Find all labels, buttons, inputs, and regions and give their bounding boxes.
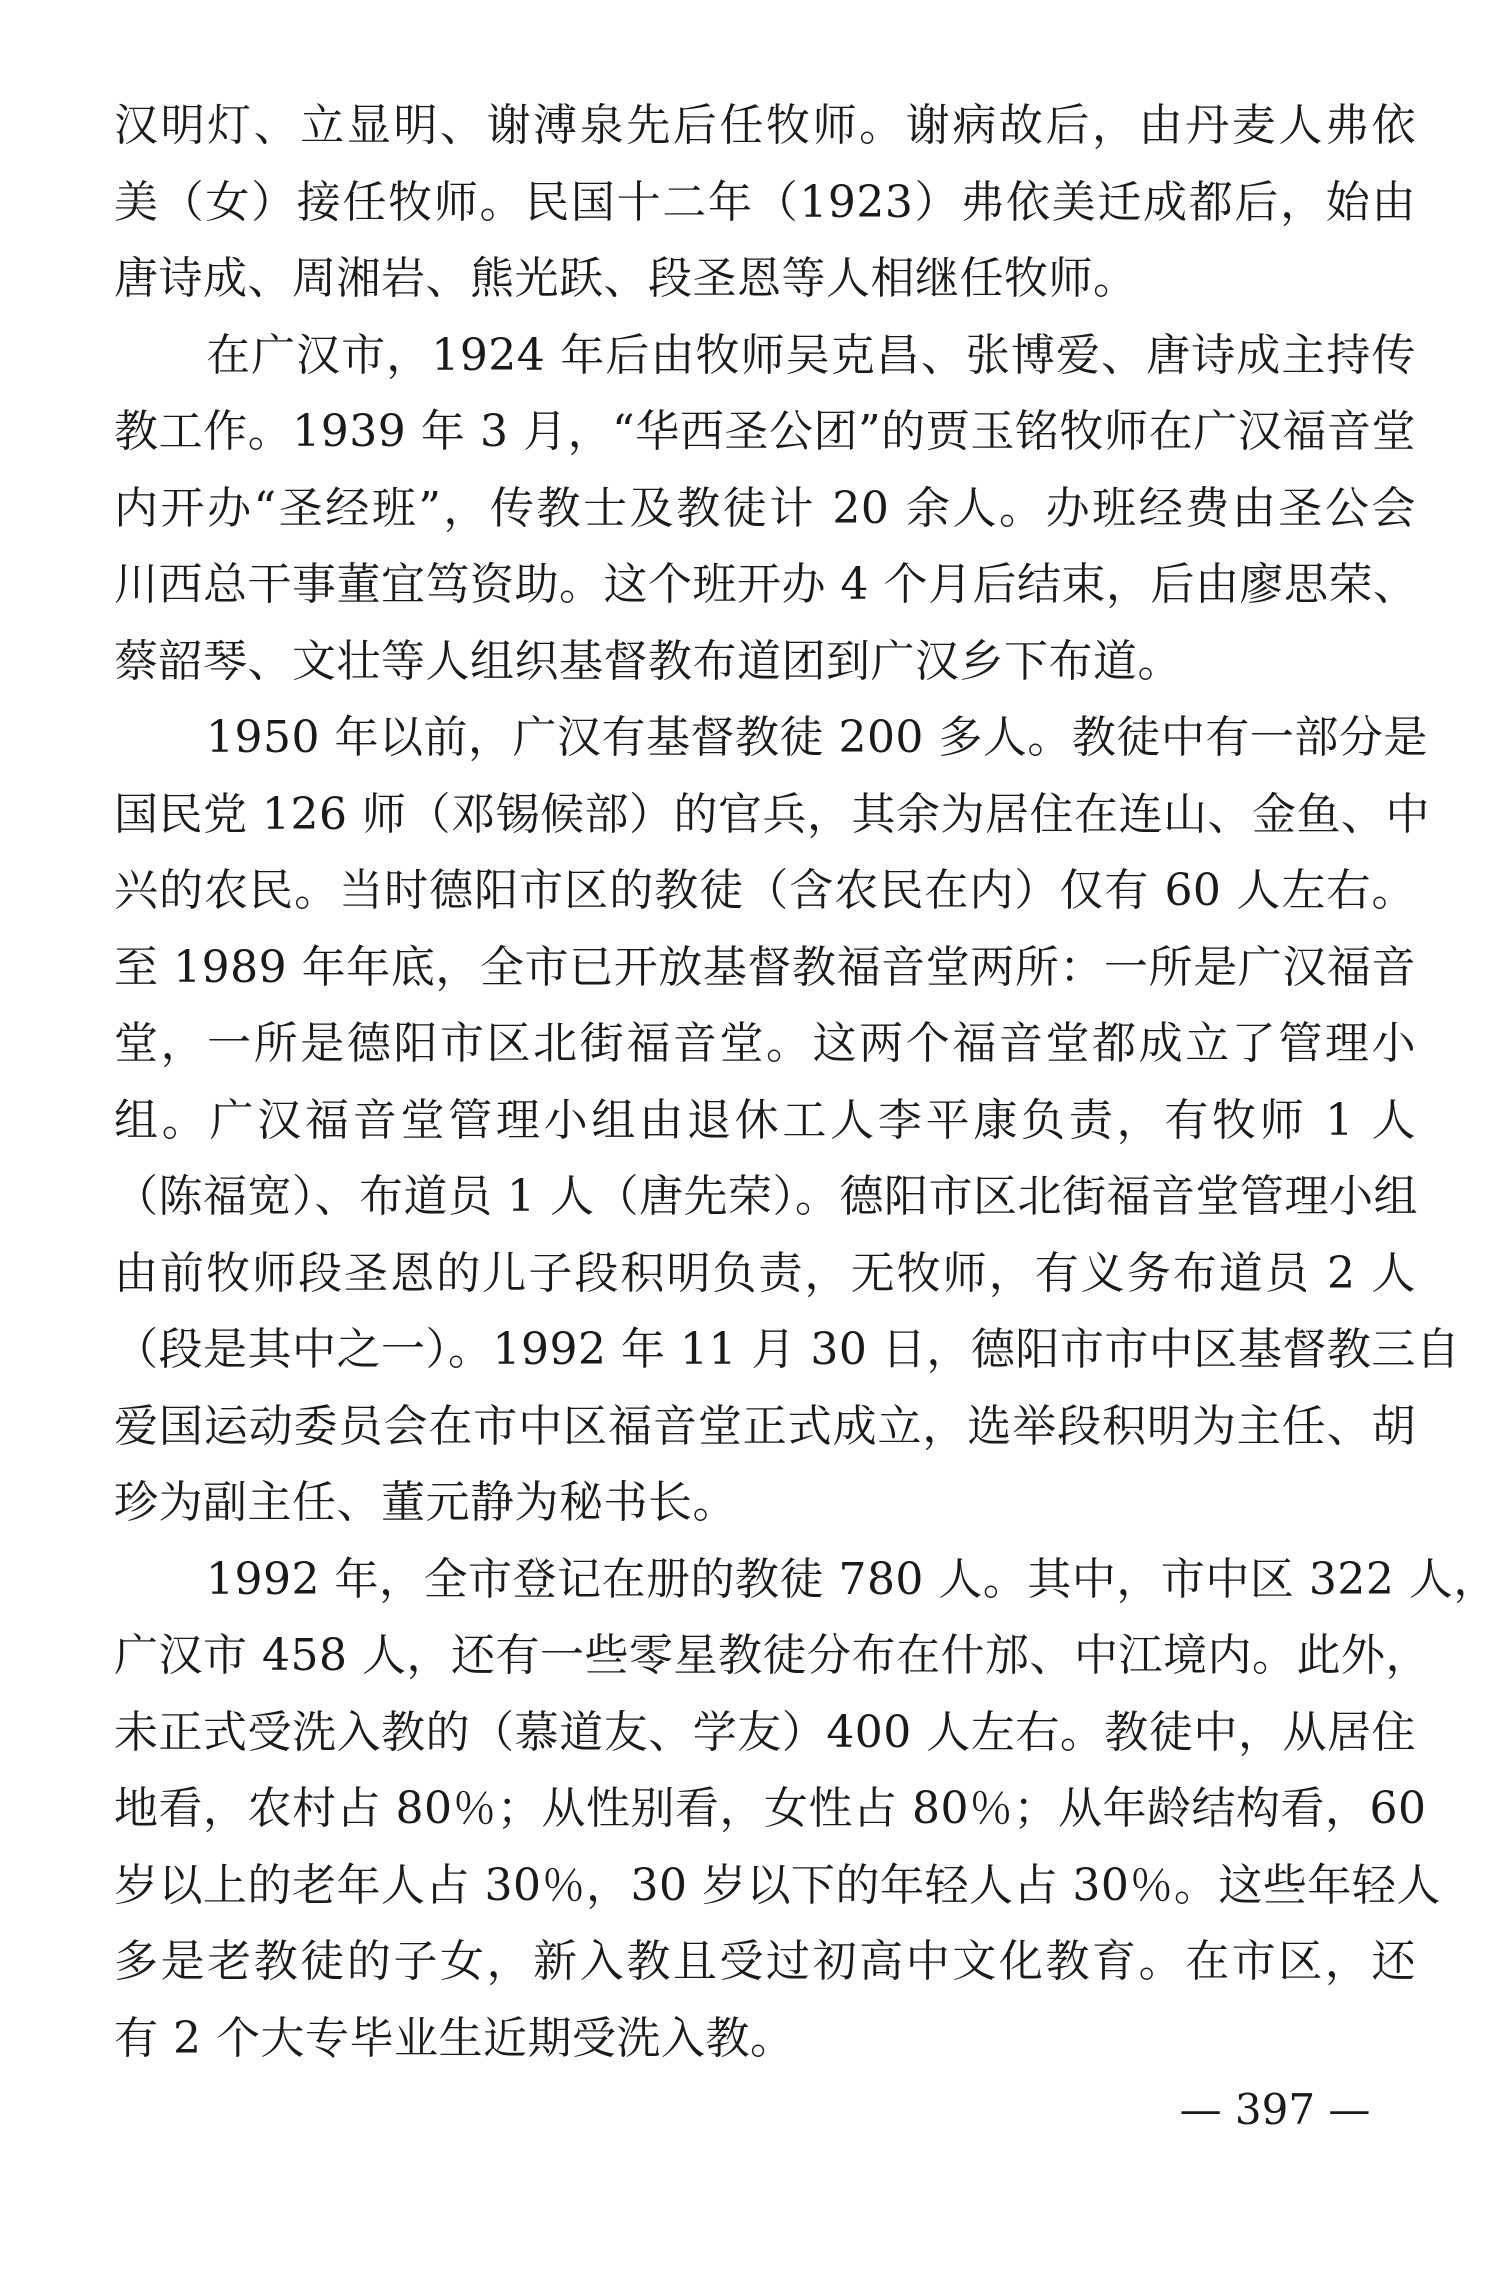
text-line: 1950 年以前，广汉有基督教徒 200 多人。教徒中有一部分是 — [206, 712, 1428, 763]
text-line: 汉明灯、立显明、谢溥泉先后任牧师。谢病故后，由丹麦人弗依 — [114, 100, 1416, 151]
text-line: 美（女）接任牧师。民国十二年（1923）弗依美迁成都后，始由 — [114, 176, 1416, 228]
text-line: 有 2 个大专毕业生近期受洗入教。 — [114, 2012, 795, 2064]
body-text — [114, 88, 1498, 2077]
text-line: 至 1989 年年底，全市已开放基督教福音堂两所：一所是广汉福音 — [114, 941, 1416, 993]
text-line: 岁以上的老年人占 30％，30 岁以下的年轻人占 30％。这些年轻人 — [114, 1859, 1441, 1911]
text-line: （段是其中之一）。1992 年 11 月 30 日，德阳市市中区基督教三自 — [114, 1324, 1461, 1375]
text-line: 教工作。1939 年 3 月，“华西圣公团”的贾玉铭牧师在广汉福音堂 — [114, 406, 1416, 457]
text-line: 未正式受洗入教的（慕道友、学友）400 人左右。教徒中，从居住 — [114, 1706, 1416, 1758]
text-line: 组。广汉福音堂管理小组由退休工人李平康负责，有牧师 1 人 — [114, 1094, 1416, 1146]
text-line: 唐诗成、周湘岩、熊光跃、段圣恩等人相继任牧师。 — [114, 253, 1138, 304]
text-line: 1992 年，全市登记在册的教徒 780 人。其中，市中区 322 人， — [206, 1553, 1498, 1605]
text-line: 珍为副主任、董元静为秘书长。 — [114, 1477, 737, 1528]
text-line: 堂，一所是德阳市区北街福音堂。这两个福音堂都成立了管理小 — [114, 1018, 1416, 1069]
text-line: 国民党 126 师（邓锡候部）的官兵，其余为居住在连山、金鱼、中 — [114, 788, 1430, 840]
text-line: 川西总干事董宜笃资助。这个班开办 4 个月后结束，后由廖思荣、 — [114, 559, 1418, 610]
text-line: 广汉市 458 人，还有一些零星教徒分布在什邡、中江境内。此外， — [114, 1630, 1430, 1681]
text-line: 蔡韶琴、文壮等人组织基督教布道团到广汉乡下布道。 — [114, 635, 1182, 687]
text-line: 多是老教徒的子女，新入教且受过初高中文化教育。在市区，还 — [114, 1936, 1416, 1987]
page-number: — 397 — — [1179, 2085, 1371, 2134]
text-line: 内开办“圣经班”，传教士及教徒计 20 余人。办班经费由圣公会 — [114, 482, 1416, 534]
text-line: （陈福宽）、布道员 1 人（唐先荣）。德阳市区北街福音堂管理小组 — [114, 1171, 1418, 1222]
text-line: 爱国运动委员会在市中区福音堂正式成立，选举段积明为主任、胡 — [114, 1400, 1416, 1452]
text-line: 地看，农村占 80％；从性别看，女性占 80％；从年龄结构看，60 — [114, 1783, 1427, 1834]
text-line: 在广汉市，1924 年后由牧师吴克昌、张博爱、唐诗成主持传 — [206, 329, 1416, 381]
text-line: 由前牧师段圣恩的儿子段积明负责，无牧师，有义务布道员 2 人 — [114, 1247, 1416, 1299]
text-line: 兴的农民。当时德阳市区的教徒（含农民在内）仅有 60 人左右。 — [114, 865, 1416, 916]
